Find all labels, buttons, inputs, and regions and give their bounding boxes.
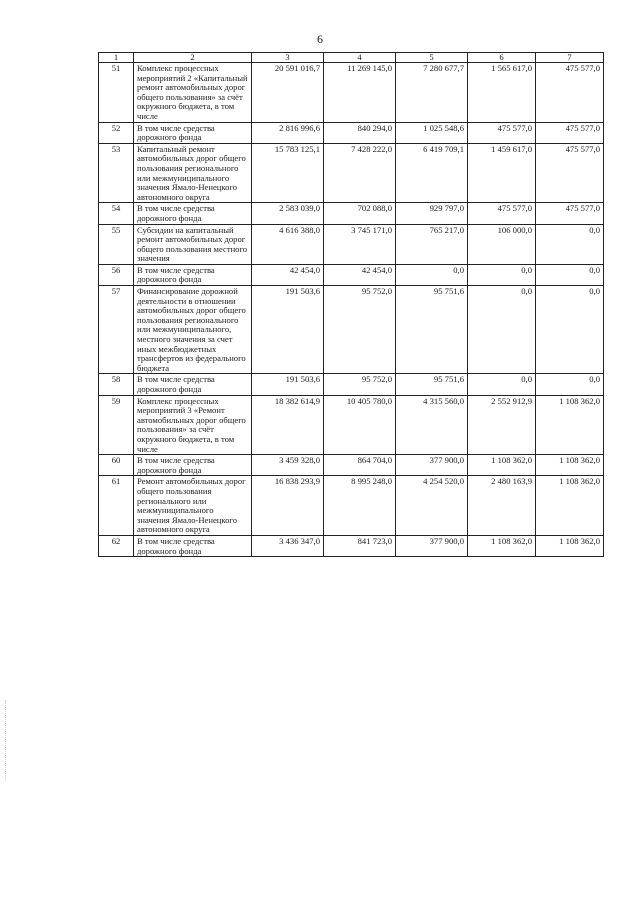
value-cell: 20 591 016,7 (252, 63, 324, 123)
row-name-cell: Комплекс процессных мероприятий 3 «Ремонт автомобильных дорог общего пользования» за счёт окружного бюджета, в том числе (134, 395, 252, 455)
value-cell: 1 108 362,0 (536, 476, 604, 536)
value-cell: 864 704,0 (324, 455, 396, 476)
value-cell: 42 454,0 (324, 264, 396, 285)
row-number-cell: 57 (99, 286, 134, 374)
column-header: 4 (324, 53, 396, 63)
value-cell: 4 616 388,0 (252, 224, 324, 264)
page-number: 6 (317, 32, 323, 46)
table-row (99, 63, 604, 123)
value-cell: 475 577,0 (536, 63, 604, 123)
value-cell: 95 751,6 (396, 374, 468, 395)
scan-artifact (5, 700, 7, 780)
value-cell: 3 436 347,0 (252, 535, 324, 556)
table-row (99, 264, 604, 285)
value-cell: 377 900,0 (396, 455, 468, 476)
row-number-cell: 55 (99, 224, 134, 264)
value-cell: 7 428 222,0 (324, 143, 396, 203)
value-cell: 18 382 614,9 (252, 395, 324, 455)
row-number-cell: 59 (99, 395, 134, 455)
value-cell: 475 577,0 (536, 143, 604, 203)
row-number-cell: 56 (99, 264, 134, 285)
budget-table (98, 52, 604, 557)
row-name-cell: Капитальный ремонт автомобильных дорог общего пользования регионального или межмуниципального значения Ямало-Ненецкого автономного округа (134, 143, 252, 203)
row-name-cell: Финансирование дорожной деятельности в отношении автомобильных дорог общего пользования регионального или межмуниципального, местного значения за счет иных межбюджетных трансфертов из федерального бюджета (134, 286, 252, 374)
row-number-cell: 60 (99, 455, 134, 476)
value-cell: 6 419 709,1 (396, 143, 468, 203)
row-number-cell: 54 (99, 203, 134, 224)
row-number-cell: 52 (99, 122, 134, 143)
row-name-cell: В том числе средства дорожного фонда (134, 264, 252, 285)
value-cell: 191 503,6 (252, 286, 324, 374)
table-row (99, 535, 604, 556)
value-cell: 840 294,0 (324, 122, 396, 143)
value-cell: 0,0 (536, 264, 604, 285)
row-name-cell: Комплекс процессных мероприятий 2 «Капитальный ремонт автомобильных дорог общего пользования» за счёт окружного бюджета, в том числе (134, 63, 252, 123)
table-row (99, 374, 604, 395)
value-cell: 0,0 (468, 264, 536, 285)
value-cell: 702 088,0 (324, 203, 396, 224)
column-header: 2 (134, 53, 252, 63)
table-row (99, 224, 604, 264)
value-cell: 4 315 560,0 (396, 395, 468, 455)
column-header: 7 (536, 53, 604, 63)
table-body (99, 53, 604, 557)
value-cell: 765 217,0 (396, 224, 468, 264)
value-cell: 1 108 362,0 (536, 455, 604, 476)
value-cell: 841 723,0 (324, 535, 396, 556)
value-cell: 0,0 (396, 264, 468, 285)
value-cell: 1 565 617,0 (468, 63, 536, 123)
row-name-cell: В том числе средства дорожного фонда (134, 455, 252, 476)
value-cell: 377 900,0 (396, 535, 468, 556)
value-cell: 0,0 (468, 286, 536, 374)
table-row (99, 286, 604, 374)
row-number-cell: 53 (99, 143, 134, 203)
value-cell: 3 459 328,0 (252, 455, 324, 476)
value-cell: 475 577,0 (536, 203, 604, 224)
value-cell: 0,0 (536, 286, 604, 374)
value-cell: 0,0 (536, 374, 604, 395)
value-cell: 106 000,0 (468, 224, 536, 264)
table-row (99, 143, 604, 203)
column-header: 3 (252, 53, 324, 63)
value-cell: 15 783 125,1 (252, 143, 324, 203)
table-row (99, 203, 604, 224)
value-cell: 3 745 171,0 (324, 224, 396, 264)
column-header: 6 (468, 53, 536, 63)
table-header-row (99, 53, 604, 63)
table-row (99, 395, 604, 455)
value-cell: 1 108 362,0 (468, 455, 536, 476)
value-cell: 929 797,0 (396, 203, 468, 224)
value-cell: 10 405 780,0 (324, 395, 396, 455)
value-cell: 42 454,0 (252, 264, 324, 285)
value-cell: 2 480 163,9 (468, 476, 536, 536)
row-number-cell: 51 (99, 63, 134, 123)
row-name-cell: Субсидии на капитальный ремонт автомобильных дорог общего пользования местного значения (134, 224, 252, 264)
column-header: 1 (99, 53, 134, 63)
value-cell: 1 108 362,0 (536, 535, 604, 556)
value-cell: 0,0 (468, 374, 536, 395)
row-name-cell: В том числе средства дорожного фонда (134, 535, 252, 556)
value-cell: 95 751,6 (396, 286, 468, 374)
row-number-cell: 58 (99, 374, 134, 395)
value-cell: 2 583 039,0 (252, 203, 324, 224)
row-name-cell: В том числе средства дорожного фонда (134, 122, 252, 143)
row-name-cell: В том числе средства дорожного фонда (134, 374, 252, 395)
row-number-cell: 62 (99, 535, 134, 556)
value-cell: 95 752,0 (324, 286, 396, 374)
value-cell: 191 503,6 (252, 374, 324, 395)
value-cell: 1 108 362,0 (536, 395, 604, 455)
value-cell: 11 269 145,0 (324, 63, 396, 123)
row-name-cell: Ремонт автомобильных дорог общего пользования регионального или межмуниципального значения Ямало-Ненецкого автономного округа (134, 476, 252, 536)
value-cell: 2 816 996,6 (252, 122, 324, 143)
value-cell: 1 459 617,0 (468, 143, 536, 203)
value-cell: 475 577,0 (468, 203, 536, 224)
value-cell: 8 995 248,0 (324, 476, 396, 536)
column-header: 5 (396, 53, 468, 63)
value-cell: 1 108 362,0 (468, 535, 536, 556)
value-cell: 475 577,0 (468, 122, 536, 143)
value-cell: 0,0 (536, 224, 604, 264)
row-number-cell: 61 (99, 476, 134, 536)
value-cell: 16 838 293,9 (252, 476, 324, 536)
value-cell: 475 577,0 (536, 122, 604, 143)
value-cell: 4 254 520,0 (396, 476, 468, 536)
table-row (99, 455, 604, 476)
value-cell: 7 280 677,7 (396, 63, 468, 123)
value-cell: 95 752,0 (324, 374, 396, 395)
row-name-cell: В том числе средства дорожного фонда (134, 203, 252, 224)
value-cell: 1 025 548,6 (396, 122, 468, 143)
value-cell: 2 552 912,9 (468, 395, 536, 455)
table-row (99, 476, 604, 536)
table-row (99, 122, 604, 143)
